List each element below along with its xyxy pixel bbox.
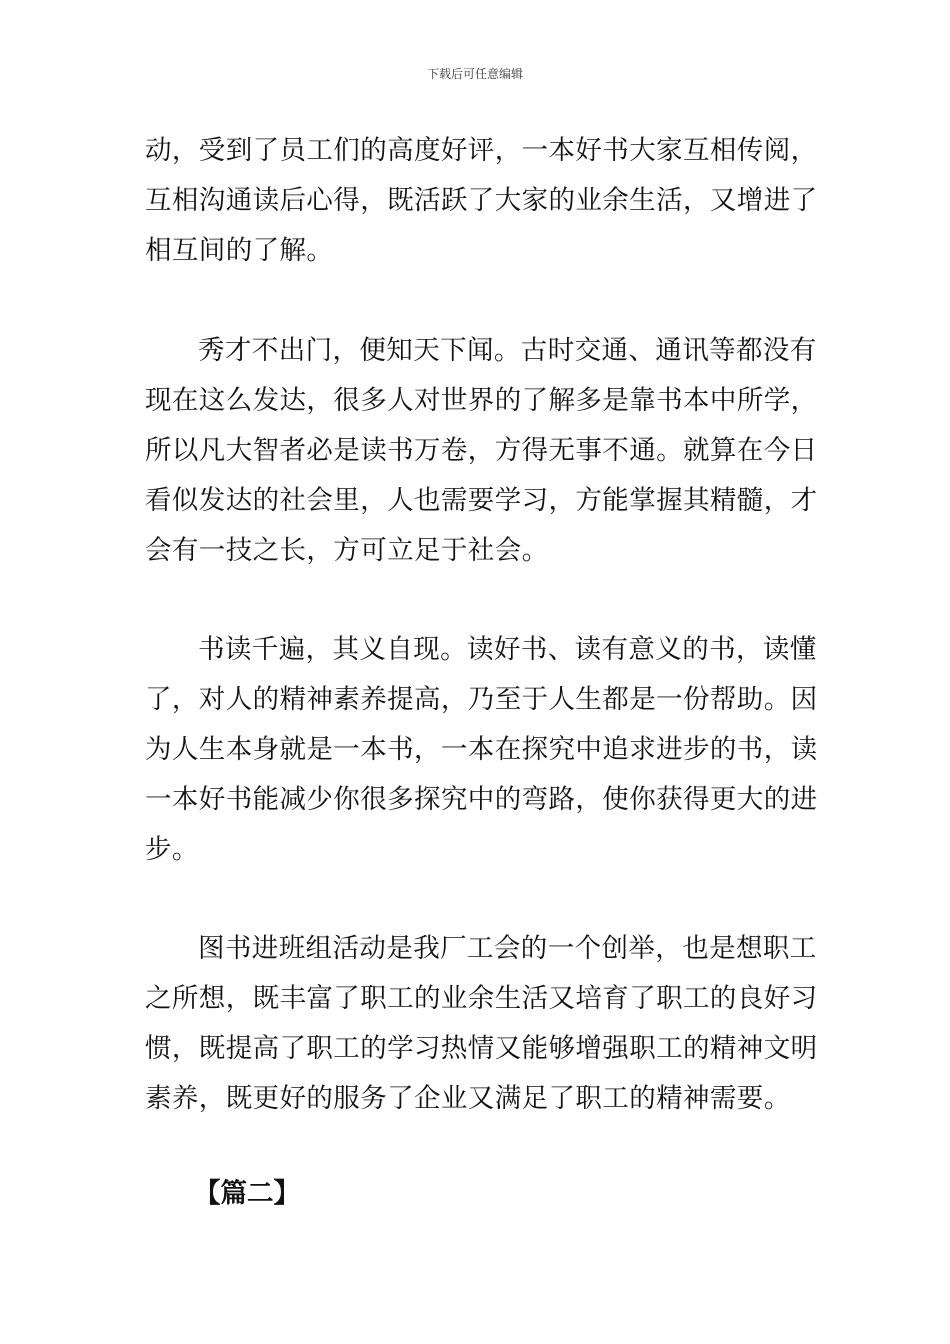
paragraph-line: 秀才不出门，便知天下闻。古时交通、通讯等都没有 (198, 335, 817, 366)
paragraph-line: 一本好书能减少你很多探究中的弯路，使你获得更大的进 (145, 784, 818, 815)
paragraph-line: 素养，既更好的服务了企业又满足了职工的精神需要。 (145, 1083, 791, 1114)
page-header: 下载后可任意编辑 (426, 67, 523, 81)
paragraph-3 (145, 625, 818, 875)
paragraph-line: 动，受到了员工们的高度好评，一本好书大家互相传阅， (145, 135, 818, 166)
paragraph-line: 相互间的了解。 (145, 235, 334, 266)
paragraph-line: 了，对人的精神素养提高，乃至于人生都是一份帮助。因 (145, 684, 818, 715)
paragraph-line: 书读千遍，其义自现。读好书、读有意义的书，读懂 (198, 634, 817, 665)
paragraph-4 (145, 924, 818, 1124)
paragraph-line: 所以凡大智者必是读书万卷，方得无事不通。就算在今日 (145, 435, 818, 466)
paragraph-line: 惯，既提高了职工的学习热情又能够增强职工的精神文明 (145, 1033, 818, 1064)
paragraph-line: 现在这么发达，很多人对世界的了解多是靠书本中所学， (145, 385, 818, 416)
paragraph-line: 互相沟通读后心得，既活跃了大家的业余生活，又增进了 (145, 185, 818, 216)
paragraph-line: 会有一技之长，方可立足于社会。 (145, 535, 549, 566)
paragraph-2 (145, 326, 818, 576)
paragraph-line: 为人生本身就是一本书，一本在探究中追求进步的书，读 (145, 734, 818, 765)
section-title: 【篇二】 (194, 1178, 300, 1209)
paragraph-line: 之所想，既丰富了职工的业余生活又培育了职工的良好习 (145, 983, 818, 1014)
paragraph-line: 看似发达的社会里，人也需要学习，方能掌握其精髓，才 (145, 485, 818, 516)
paragraph-line: 步。 (145, 834, 199, 865)
paragraph-line: 图书进班组活动是我厂工会的一个创举，也是想职工 (198, 933, 817, 964)
paragraph-1 (145, 126, 818, 276)
